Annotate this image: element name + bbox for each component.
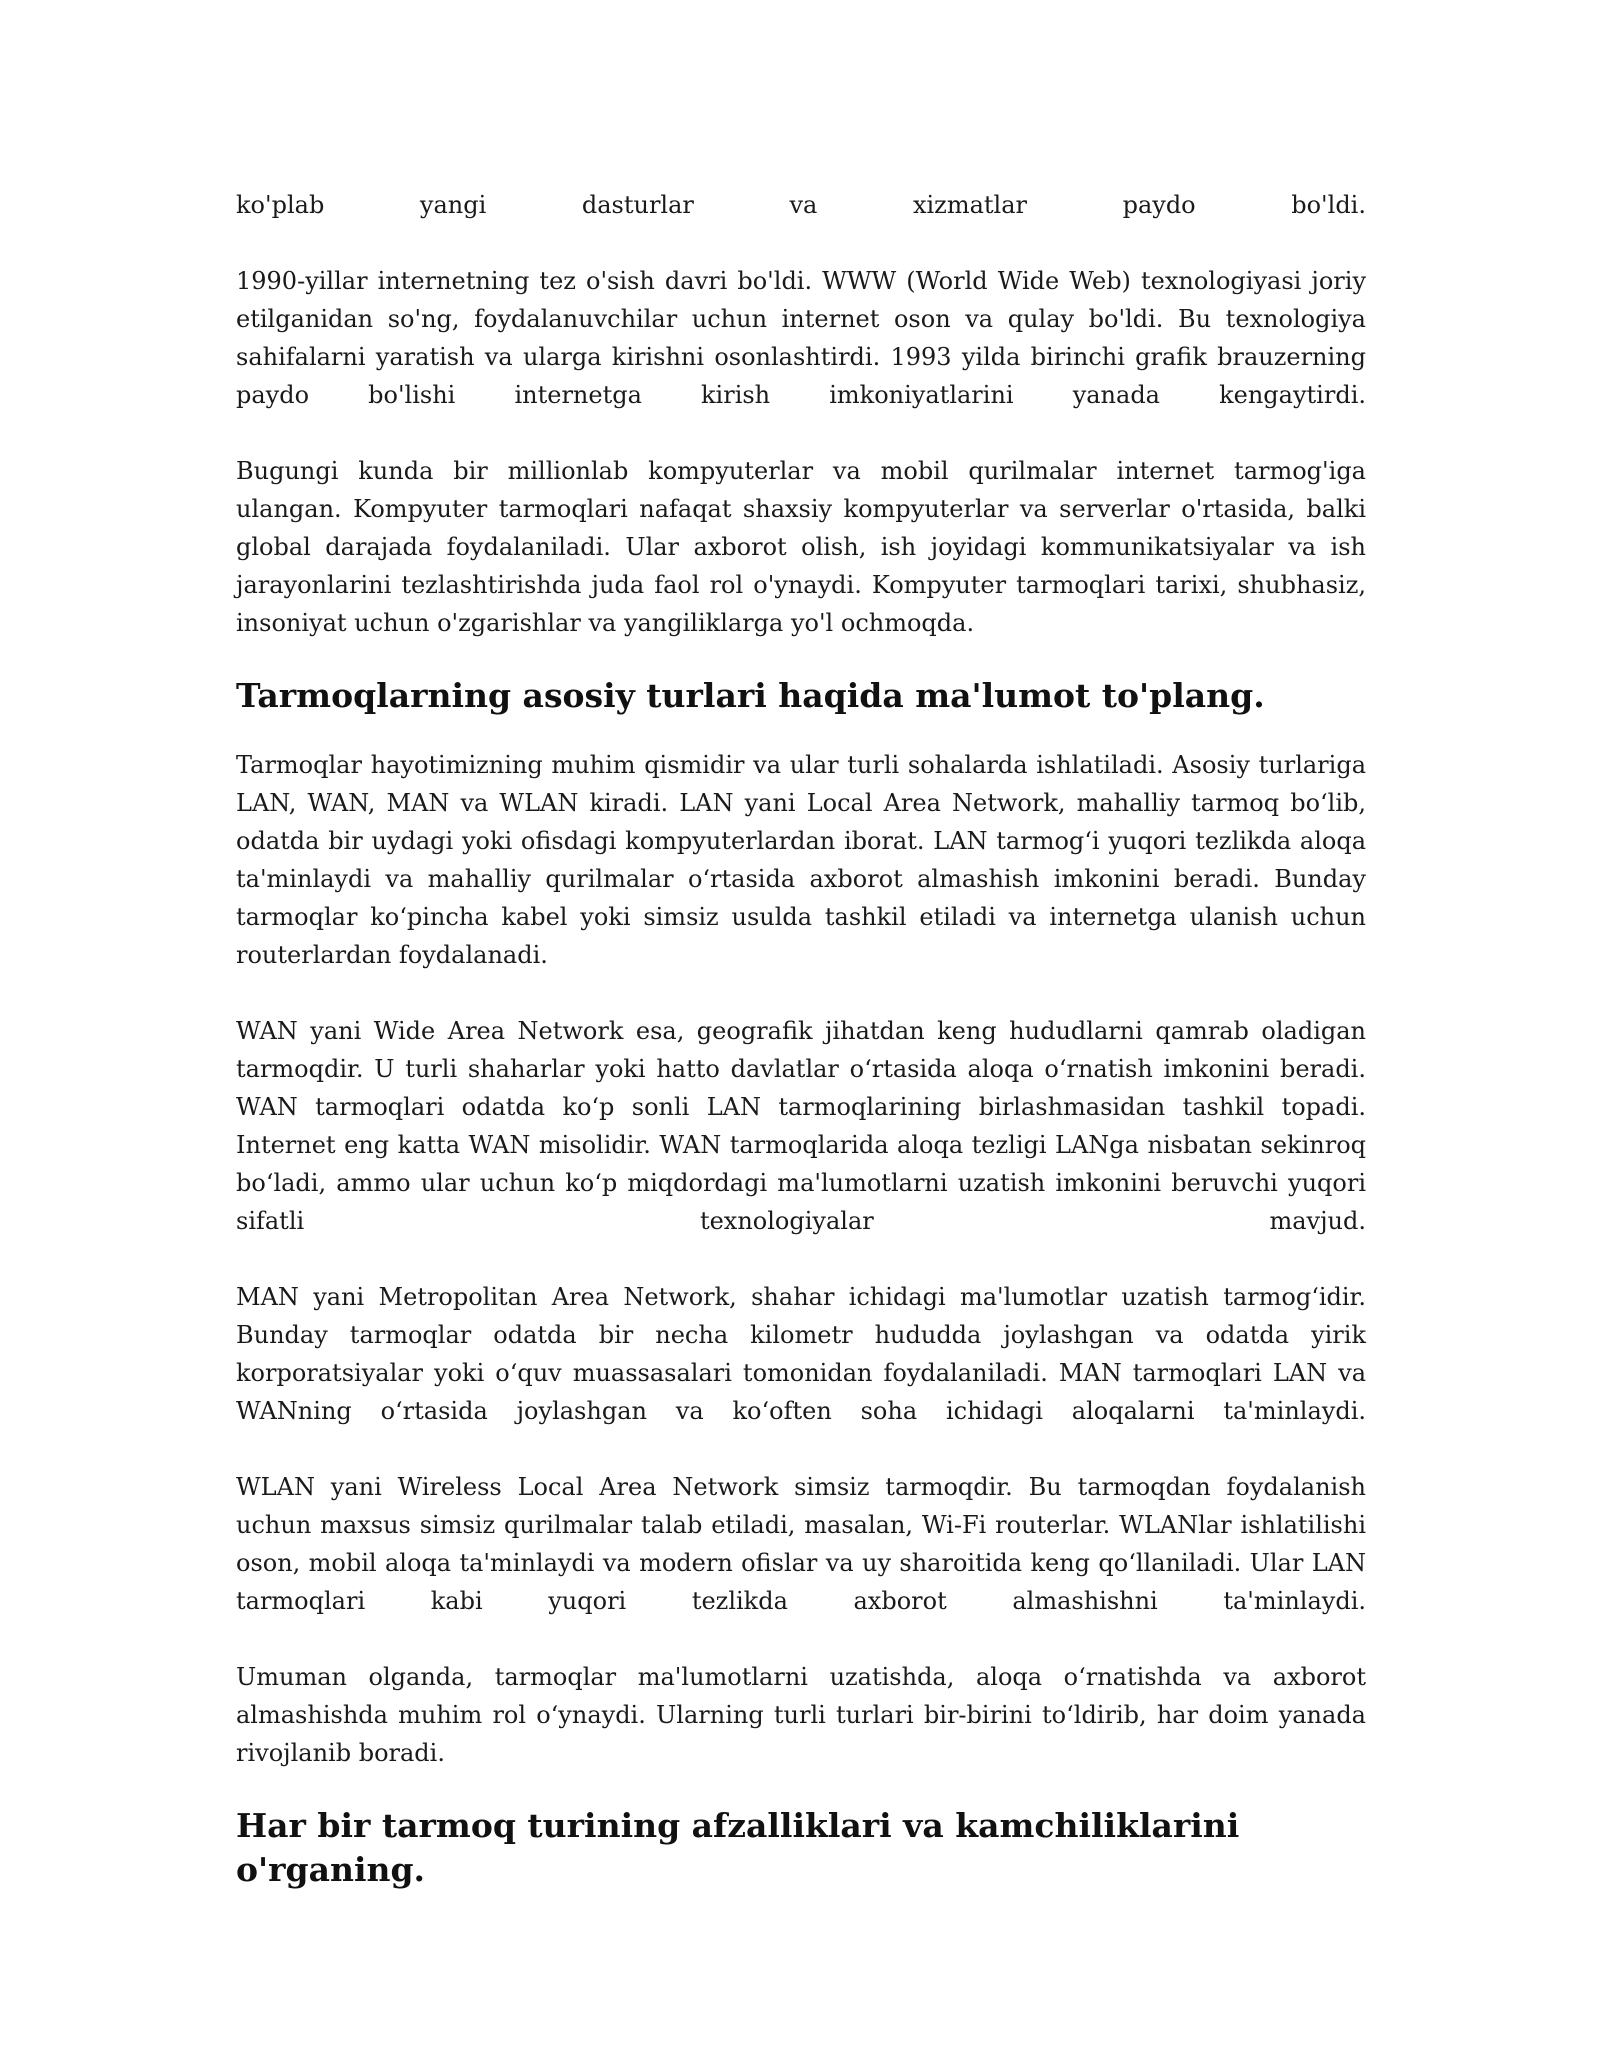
paragraph-gap xyxy=(236,414,1366,452)
paragraph-wlan: WLAN yani Wireless Local Area Network simsiz tarmoqdir. Bu tarmoqdan foydalanish uchun maxsus simsiz qurilmalar talab etiladi, masalan, Wi-Fi routerlar. WLANlar ishlatilishi oson, mobil aloqa ta'minlaydi va modern ofislar va uy sharoitida keng qo‘llaniladi. Ular LAN tarmoqlari kabi yuqori tezlikda axborot almashishni ta'minlaydi. xyxy=(236,1473,1366,1615)
paragraph-gap xyxy=(236,224,1366,262)
paragraph-summary: Umuman olganda, tarmoqlar ma'lumotlarni uzatishda, aloqa o‘rnatishda va axborot almashishda muhim rol o‘ynaydi. Ularning turli turlari bir-birini to‘ldirib, har doim yanada rivojlanib boradi. xyxy=(236,1663,1366,1767)
paragraph-lan: Tarmoqlar hayotimizning muhim qismidir va ular turli sohalarda ishlatiladi. Asosiy turlariga LAN, WAN, MAN va WLAN kiradi. LAN yani Local Area Network, mahalliy tarmoq bo‘lib, odatda bir uydagi yoki ofisdagi kompyuterlardan iborat. LAN tarmog‘i yuqori tezlikda aloqa ta'minlaydi va mahalliy qurilmalar o‘rtasida axborot almashish imkonini beradi. Bunday tarmoqlar ko‘pincha kabel yoki simsiz usulda tashkil etiladi va internetga ulanish uchun routerlardan foydalanadi. xyxy=(236,751,1366,969)
paragraph-wan: WAN yani Wide Area Network esa, geografik jihatdan keng hududlarni qamrab oladigan tarmoqdir. U turli shaharlar yoki hatto davlatlar o‘rtasida aloqa o‘rnatish imkonini beradi. WAN tarmoqlari odatda ko‘p sonli LAN tarmoqlarining birlashmasidan tashkil topadi. Internet eng katta WAN misolidir. WAN tarmoqlarida aloqa tezligi LANga nisbatan sekinroq bo‘ladi, ammo ular uchun ko‘p miqdordagi ma'lumotlarni uzatish imkonini beruvchi yuqori sifatli texnologiyalar mavjud. xyxy=(236,1017,1366,1235)
paragraph-gap xyxy=(236,1620,1366,1658)
paragraph-gap xyxy=(236,974,1366,1012)
heading-network-types: Tarmoqlarning asosiy turlari haqida ma'lumot to'plang. xyxy=(236,676,1265,715)
paragraph-networks-today: Bugungi kunda bir millionlab kompyuterlar va mobil qurilmalar internet tarmog'iga ulangan. Kompyuter tarmoqlari nafaqat shaxsiy kompyuterlar va serverlar o'rtasida, balki global darajada foydalaniladi. Ular axborot olish, ish joyidagi kommunikatsiyalar va ish jarayonlarini tezlashtirishda juda faol rol o'ynaydi. Kompyuter tarmoqlari tarixi, shubhasiz, insoniyat uchun o'zgarishlar va yangiliklarga yo'l ochmoqda. xyxy=(236,457,1366,637)
paragraph-internet-growth: 1990-yillar internetning tez o'sish davri bo'ldi. WWW (World Wide Web) texnologiyasi joriy etilganidan so'ng, foydalanuvchilar uchun internet oson va qulay bo'ldi. Bu texnologiya sahifalarni yaratish va ularga kirishni osonlashtirdi. 1993 yilda birinchi grafik brauzerning paydo bo'lishi internetga kirish imkoniyatlarini yanada kengaytirdi. xyxy=(236,267,1366,409)
heading-advantages-disadvantages: Har bir tarmoq turining afzalliklari va kamchiliklarini o'rganing. xyxy=(236,1806,1240,1889)
paragraph-man: MAN yani Metropolitan Area Network, shahar ichidagi ma'lumotlar uzatish tarmog‘idir. Bunday tarmoqlar odatda bir necha kilometr hududda joylashgan va odatda yirik korporatsiyalar yoki o‘quv muassasalari tomonidan foydalaniladi. MAN tarmoqlari LAN va WANning o‘rtasida joylashgan va ko‘often soha ichidagi aloqalarni ta'minlaydi. xyxy=(236,1283,1366,1425)
paragraph-gap xyxy=(236,1240,1366,1278)
document-page xyxy=(236,186,1366,1920)
paragraph-intro-continuation: ko'plab yangi dasturlar va xizmatlar paydo bo'ldi. xyxy=(236,191,1366,219)
paragraph-gap xyxy=(236,1430,1366,1468)
